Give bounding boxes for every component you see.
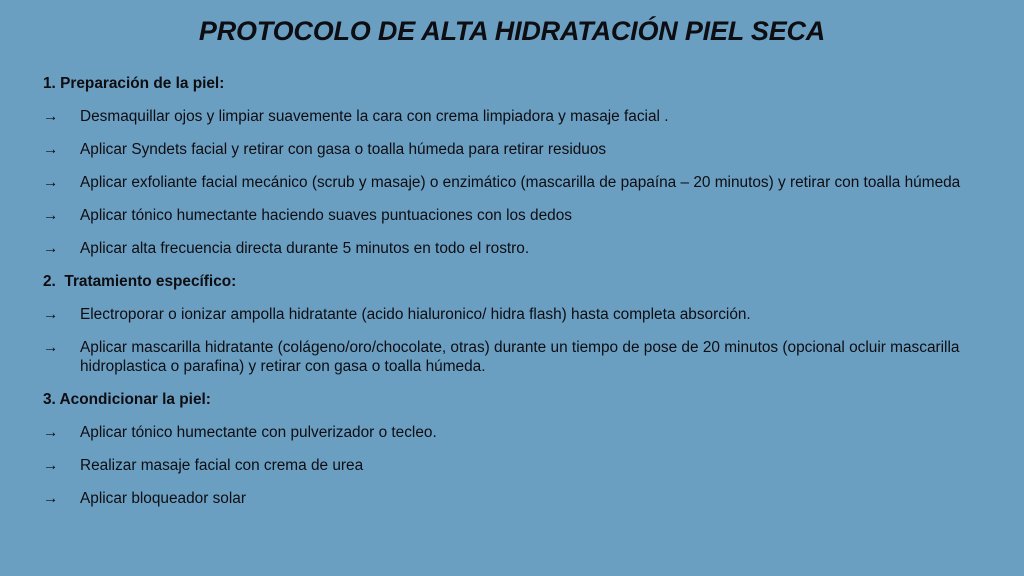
list-item [43, 456, 993, 475]
list-item [43, 489, 993, 508]
arrow-right-icon: → [43, 457, 59, 474]
list-item [43, 107, 993, 126]
list-item [43, 239, 993, 258]
list-item [43, 423, 993, 442]
list-item [43, 206, 993, 225]
list-item-text: Realizar masaje facial con crema de urea [80, 457, 364, 474]
section-heading-acondicionar: 3. Acondicionar la piel: [43, 391, 211, 408]
arrow-right-icon: → [43, 207, 59, 224]
list-item [43, 140, 993, 159]
list-item-text: Aplicar tónico humectante con pulverizador o tecleo. [80, 424, 437, 441]
section-heading-tratamiento: 2. Tratamiento específico: [43, 273, 237, 290]
list-item-text: Electroporar o ionizar ampolla hidratante (acido hialuronico/ hidra flash) hasta completa absorción. [80, 306, 751, 323]
protocol-content [43, 74, 993, 522]
arrow-right-icon: → [43, 174, 59, 191]
list-item-text: Aplicar bloqueador solar [80, 490, 246, 507]
list-item [43, 338, 993, 376]
list-item-text: Aplicar mascarilla hidratante (colágeno/oro/chocolate, otras) durante un tiempo de pose de 20 minutos (opcional ocluir mascarilla hidroplastica o parafina) y retirar con gasa o toalla húmeda. [80, 339, 960, 375]
slide-title: PROTOCOLO DE ALTA HIDRATACIÓN PIEL SECA [198, 16, 826, 46]
list-item-text: Desmaquillar ojos y limpiar suavemente la cara con crema limpiadora y masaje facial . [80, 108, 669, 125]
list-item [43, 173, 993, 192]
arrow-right-icon: → [43, 424, 59, 441]
arrow-right-icon: → [43, 108, 59, 125]
list-item-text: Aplicar tónico humectante haciendo suaves puntuaciones con los dedos [80, 207, 572, 224]
list-item-text: Aplicar exfoliante facial mecánico (scrub y masaje) o enzimático (mascarilla de papaína – 20 minutos) y retirar con toalla húmeda [80, 174, 961, 191]
list-item-text: Aplicar Syndets facial y retirar con gasa o toalla húmeda para retirar residuos [80, 141, 607, 158]
arrow-right-icon: → [43, 240, 59, 257]
arrow-right-icon: → [43, 141, 59, 158]
list-item-text: Aplicar alta frecuencia directa durante 5 minutos en todo el rostro. [80, 240, 530, 257]
arrow-right-icon: → [43, 306, 59, 323]
arrow-right-icon: → [43, 490, 59, 507]
arrow-right-icon: → [43, 339, 59, 356]
list-item [43, 305, 993, 324]
section-heading-preparacion: 1. Preparación de la piel: [43, 75, 225, 92]
